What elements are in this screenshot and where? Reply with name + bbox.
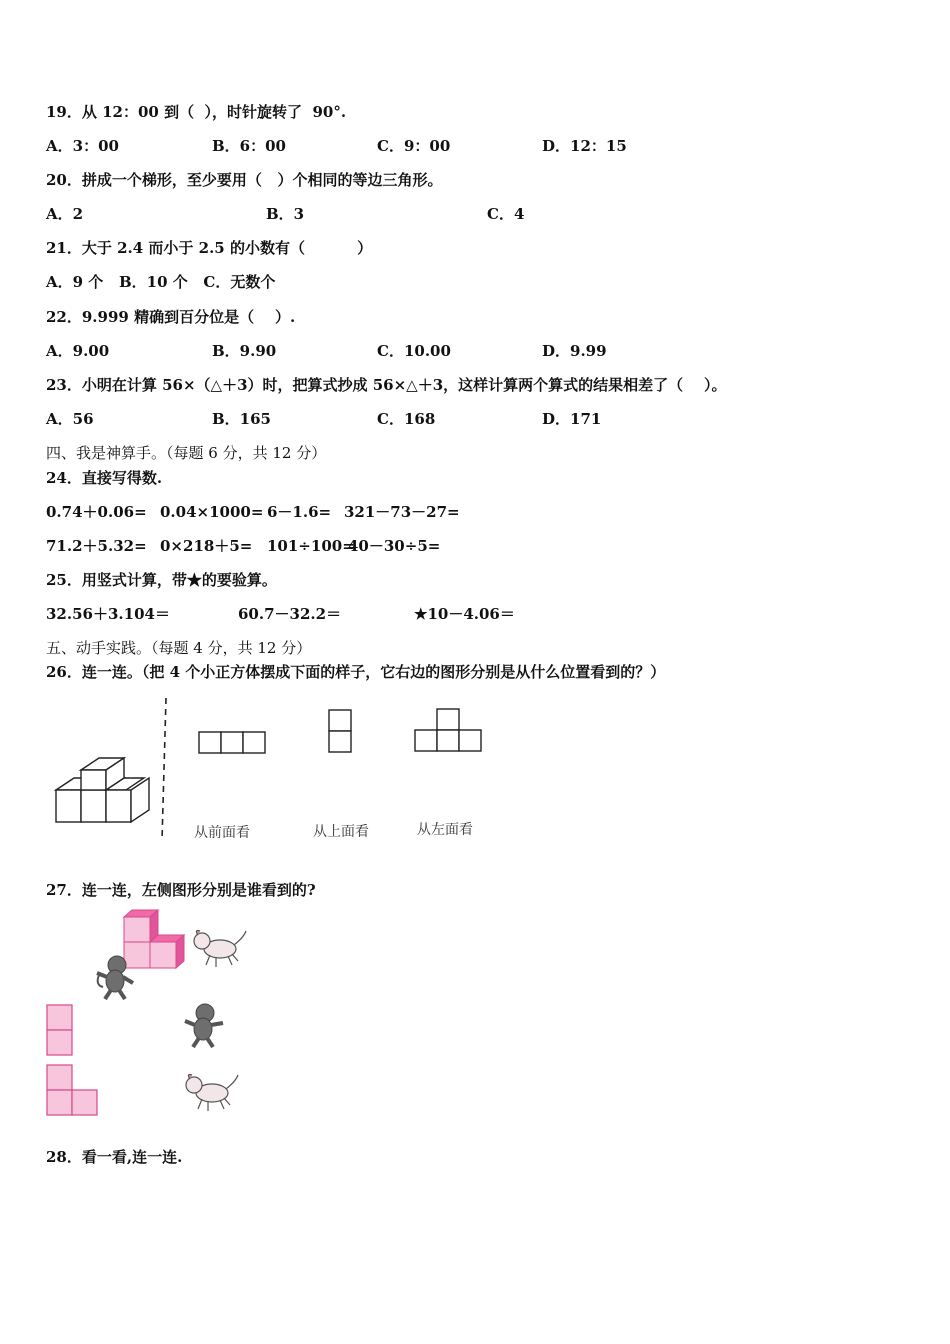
q24-item: 101÷100=: [267, 537, 355, 555]
q22-stem: 22．9.999 精确到百分位是（ ）.: [46, 308, 296, 326]
view-front: [199, 732, 265, 753]
q21-stem: 21．大于 2.4 而小于 2.5 的小数有（ ）: [46, 239, 373, 257]
caption-top: 从上面看: [313, 824, 369, 840]
q24-stem: 24．直接写得数.: [46, 469, 163, 487]
dog-icon: [186, 1075, 238, 1112]
monkey-icon: [185, 1004, 223, 1047]
q27-figure: [40, 905, 260, 1120]
q24-item: 6－1.6=: [267, 503, 332, 521]
view-top: [329, 710, 351, 752]
q23-option-c[interactable]: C．168: [377, 410, 436, 428]
q19-option-b[interactable]: B．6：00: [212, 137, 286, 155]
q24-item: 0×218＋5=: [160, 537, 253, 555]
pink-cubes: [124, 910, 184, 968]
q24-item: 321－73－27=: [344, 503, 460, 521]
q19-option-d[interactable]: D．12：15: [542, 137, 627, 155]
q28-stem: 28．看一看,连一连.: [46, 1148, 183, 1166]
q27-stem: 27．连一连，左侧图形分别是谁看到的?: [46, 881, 316, 899]
section-5-heading: 五、动手实践。（每题 4 分，共 12 分）: [46, 639, 312, 657]
dog-icon: [194, 931, 246, 968]
q20-option-c[interactable]: C．4: [487, 205, 525, 223]
q26-stem: 26．连一连。（把 4 个小正方体摆成下面的样子，它右边的图形分别是从什么位置看到的？）: [46, 663, 666, 681]
q25-item: 60.7－32.2＝: [238, 605, 342, 623]
divider-line: [162, 698, 166, 840]
q22-option-b[interactable]: B．9.90: [212, 342, 277, 360]
q23-option-a[interactable]: A．56: [46, 410, 94, 428]
view-l-shape: [47, 1065, 97, 1115]
q25-stem: 25．用竖式计算，带★的要验算。: [46, 571, 277, 589]
q19-stem: 19．从 12：00 到（ ），时针旋转了 90°.: [46, 103, 347, 121]
q25-item: ★10－4.06＝: [414, 605, 515, 623]
q20-option-b[interactable]: B．3: [266, 205, 305, 223]
q21-options[interactable]: A．9 个 B．10 个 C．无数个: [46, 273, 276, 291]
q19-option-c[interactable]: C．9：00: [377, 137, 451, 155]
q25-item: 32.56＋3.104＝: [46, 605, 170, 623]
q24-item: 40－30÷5=: [348, 537, 441, 555]
q23-option-b[interactable]: B．165: [212, 410, 271, 428]
q22-option-d[interactable]: D．9.99: [542, 342, 607, 360]
caption-left: 从左面看: [417, 822, 473, 838]
q26-figure: [46, 692, 506, 852]
view-left: [415, 709, 481, 751]
q22-option-a[interactable]: A．9.00: [46, 342, 110, 360]
q24-item: 0.74＋0.06=: [46, 503, 147, 521]
stacked-cubes: [56, 758, 149, 822]
caption-front: 从前面看: [194, 825, 250, 841]
q20-stem: 20．拼成一个梯形，至少要用（ ）个相同的等边三角形。: [46, 171, 443, 189]
q23-option-d[interactable]: D．171: [542, 410, 602, 428]
q20-option-a[interactable]: A．2: [46, 205, 84, 223]
view-two-stacked: [47, 1005, 72, 1055]
q23-stem: 23．小明在计算 56×（△＋3）时，把算式抄成 56×△＋3，这样计算两个算式的结果相差了（ ）。: [46, 376, 727, 394]
q22-option-c[interactable]: C．10.00: [377, 342, 451, 360]
q24-item: 0.04×1000=: [160, 503, 264, 521]
section-4-heading: 四、我是神算手。（每题 6 分，共 12 分）: [46, 444, 327, 462]
q19-option-a[interactable]: A．3：00: [46, 137, 119, 155]
q24-item: 71.2＋5.32=: [46, 537, 147, 555]
